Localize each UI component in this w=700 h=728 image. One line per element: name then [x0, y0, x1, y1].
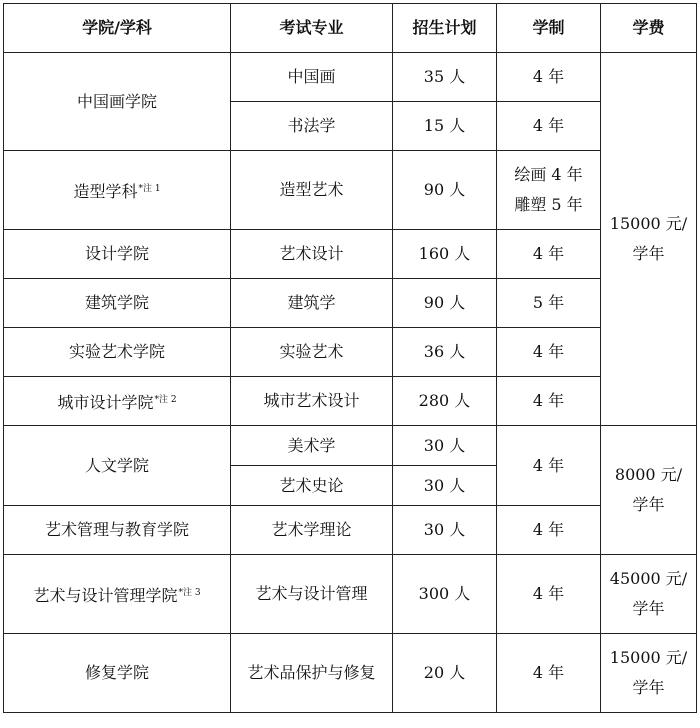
major-cell: 书法学: [231, 102, 393, 151]
footnote-mark: *注 1: [138, 183, 161, 194]
plan-cell: 300 人: [393, 555, 497, 634]
major-cell: 城市艺术设计: [231, 377, 393, 426]
fee-cell: [601, 555, 697, 634]
enrollment-table: [3, 3, 697, 713]
fee-cell: [601, 634, 697, 713]
plan-cell: 15 人: [393, 102, 497, 151]
duration-cell: [497, 151, 601, 230]
major-cell: 艺术史论: [231, 466, 393, 506]
header-duration: 学制: [497, 4, 601, 53]
table-row: [4, 506, 697, 555]
major-cell: 艺术品保护与修复: [231, 634, 393, 713]
major-cell: 实验艺术: [231, 328, 393, 377]
major-cell: 艺术学理论: [231, 506, 393, 555]
major-cell: 美术学: [231, 426, 393, 466]
college-cell: 修复学院: [4, 634, 231, 713]
fee-cell: [601, 53, 697, 426]
table-row: [4, 151, 697, 230]
plan-cell: 30 人: [393, 426, 497, 466]
table-row: [4, 328, 697, 377]
table-row: [4, 53, 697, 102]
college-cell: 设计学院: [4, 230, 231, 279]
table-row: [4, 555, 697, 634]
duration-line: 雕塑 5 年: [514, 195, 583, 214]
college-cell: 实验艺术学院: [4, 328, 231, 377]
college-cell: 中国画学院: [4, 53, 231, 151]
fee-line: 学年: [632, 244, 665, 263]
duration-line: 绘画 4 年: [514, 165, 583, 184]
college-name: 造型学科: [73, 181, 138, 201]
duration-cell: 4 年: [497, 426, 601, 506]
college-cell: [4, 151, 231, 230]
duration-cell: 4 年: [497, 634, 601, 713]
table-row: [4, 377, 697, 426]
fee-line: 15000 元/: [609, 648, 688, 667]
duration-cell: 4 年: [497, 230, 601, 279]
college-cell: 人文学院: [4, 426, 231, 506]
college-cell: [4, 377, 231, 426]
table-row: [4, 279, 697, 328]
major-cell: 艺术设计: [231, 230, 393, 279]
plan-cell: 280 人: [393, 377, 497, 426]
fee-line: 8000 元/: [614, 465, 683, 484]
plan-cell: 30 人: [393, 466, 497, 506]
header-major: 考试专业: [231, 4, 393, 53]
plan-cell: 90 人: [393, 279, 497, 328]
footnote-mark: *注 2: [154, 394, 177, 405]
duration-cell: 4 年: [497, 377, 601, 426]
major-cell: 造型艺术: [231, 151, 393, 230]
college-name: 城市设计学院: [57, 392, 154, 412]
table-row: [4, 634, 697, 713]
fee-line: 学年: [632, 678, 665, 697]
college-name: 艺术与设计管理学院: [33, 585, 178, 605]
fee-line: 学年: [632, 599, 665, 618]
plan-cell: 36 人: [393, 328, 497, 377]
footnote-mark: *注 3: [178, 587, 201, 598]
college-cell: 艺术管理与教育学院: [4, 506, 231, 555]
major-cell: 艺术与设计管理: [231, 555, 393, 634]
header-fee: 学费: [601, 4, 697, 53]
duration-cell: 4 年: [497, 555, 601, 634]
table-row: [4, 230, 697, 279]
duration-cell: 4 年: [497, 328, 601, 377]
table-row: [4, 426, 697, 466]
college-cell: 建筑学院: [4, 279, 231, 328]
plan-cell: 20 人: [393, 634, 497, 713]
major-cell: 中国画: [231, 53, 393, 102]
duration-cell: 4 年: [497, 102, 601, 151]
college-cell: [4, 555, 231, 634]
plan-cell: 160 人: [393, 230, 497, 279]
header-plan: 招生计划: [393, 4, 497, 53]
plan-cell: 35 人: [393, 53, 497, 102]
header-college: 学院/学科: [4, 4, 231, 53]
duration-cell: 4 年: [497, 506, 601, 555]
duration-cell: 5 年: [497, 279, 601, 328]
fee-cell: [601, 426, 697, 555]
duration-cell: 4 年: [497, 53, 601, 102]
header-row: [4, 4, 697, 53]
fee-line: 45000 元/: [609, 569, 688, 588]
plan-cell: 90 人: [393, 151, 497, 230]
fee-line: 15000 元/: [609, 214, 688, 233]
major-cell: 建筑学: [231, 279, 393, 328]
fee-line: 学年: [632, 495, 665, 514]
plan-cell: 30 人: [393, 506, 497, 555]
